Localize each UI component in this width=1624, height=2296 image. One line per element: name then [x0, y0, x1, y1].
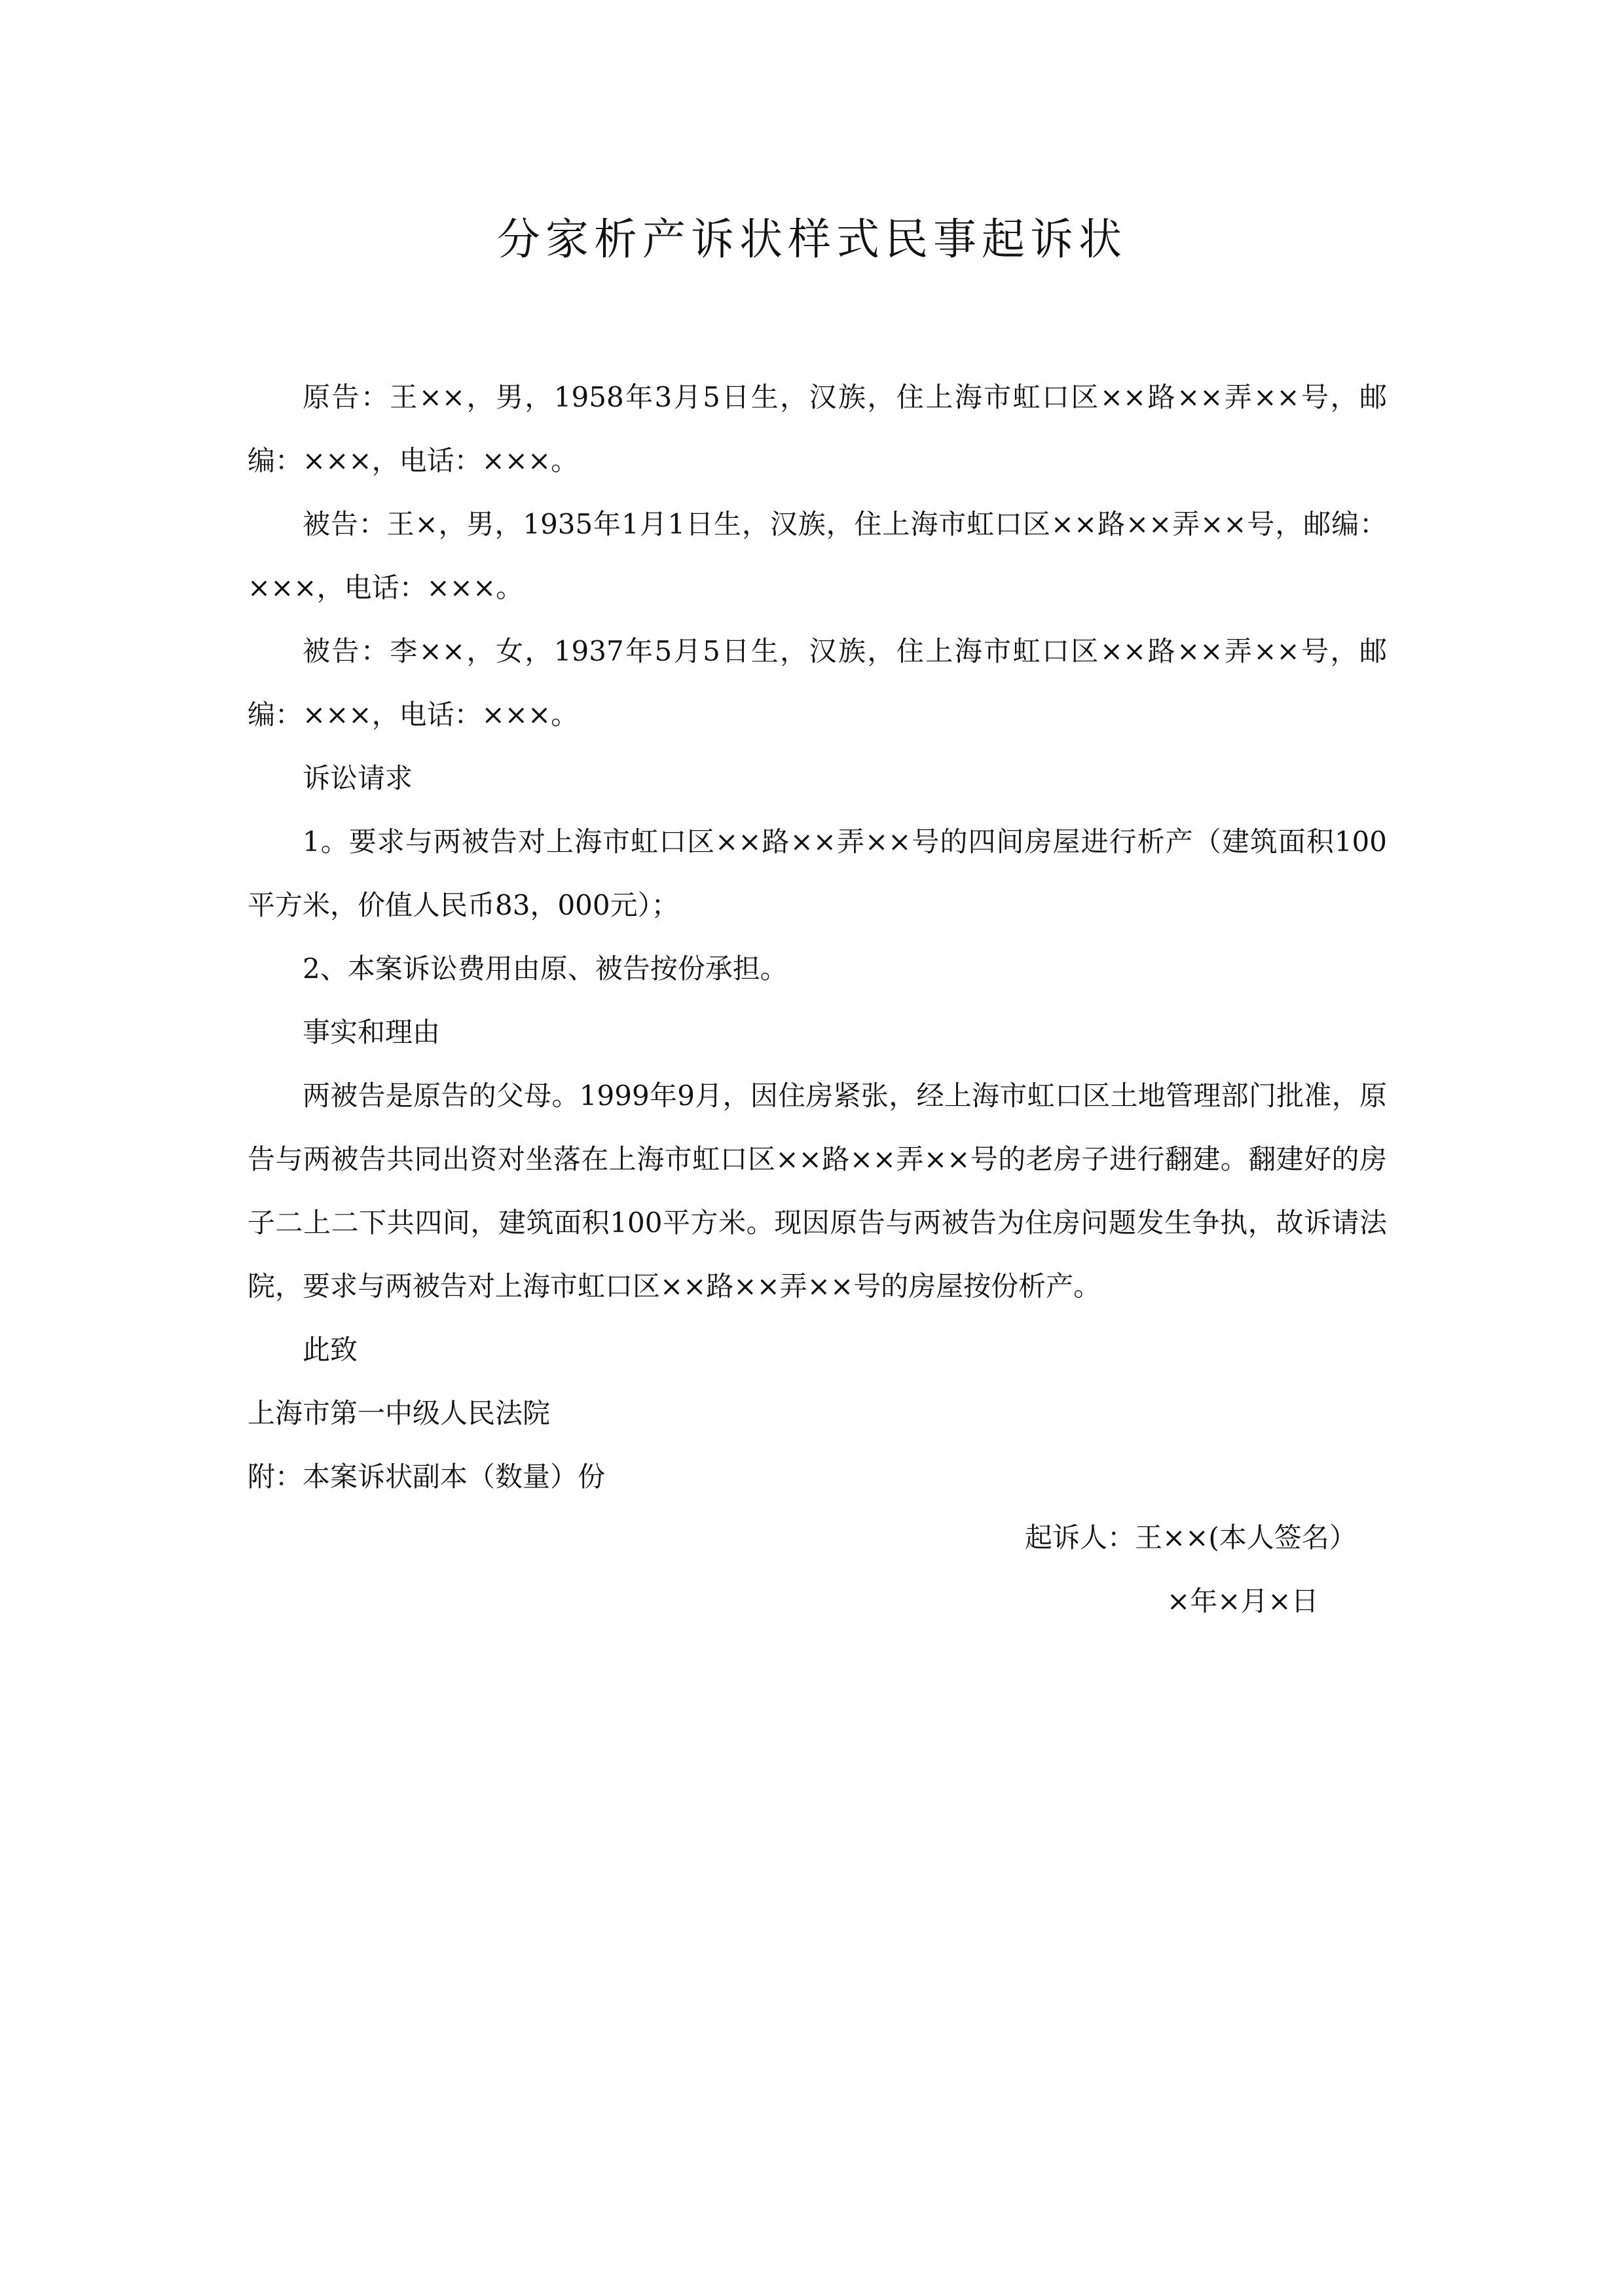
court-name: 上海市第一中级人民法院 — [248, 1397, 551, 1429]
document-body — [248, 365, 1387, 1508]
facts-heading: 事实和理由 — [303, 1016, 441, 1048]
salutation: 此致 — [303, 1334, 358, 1366]
attachment-note: 附：本案诉状副本（数量）份 — [248, 1461, 606, 1493]
claims-heading: 诉讼请求 — [303, 762, 413, 794]
defendant-info-1: 被告：王×，男，1935年1月1日生，汉族，住上海市虹口区××路××弄××号，邮编：×××，电话：×××。 — [248, 508, 1387, 604]
defendant-info-2: 被告：李××，女，1937年5月5日生，汉族，住上海市虹口区××路××弄××号，邮编：×××，电话：×××。 — [248, 635, 1387, 731]
plaintiff-info: 原告：王××，男，1958年3月5日生，汉族，住上海市虹口区××路××弄××号，邮编：×××，电话：×××。 — [248, 381, 1387, 477]
document-title: 分家析产诉状样式民事起诉状 — [497, 214, 1127, 264]
signature-date: ×年×月×日 — [1167, 1585, 1319, 1617]
claim-item-1: 1。要求与两被告对上海市虹口区××路××弄××号的四间房屋进行析产（建筑面积100平方米，价值人民币83，000元）； — [248, 826, 1387, 921]
claim-item-2: 2、本案诉讼费用由原、被告按份承担。 — [303, 953, 788, 985]
facts-body: 两被告是原告的父母。1999年9月，因住房紧张，经上海市虹口区土地管理部门批准，原告与两被告共同出资对坐落在上海市虹口区××路××弄××号的老房子进行翻建。翻建好的房子二上二下共四间，建筑面积100平方米。现因原告与两被告为住房问题发生争执，故诉请法院，要求与两被告对上海市虹口区××路××弄××号的房屋按份析产。 — [248, 1080, 1387, 1302]
signature-line: 起诉人：王××(本人签名） — [1025, 1522, 1357, 1554]
